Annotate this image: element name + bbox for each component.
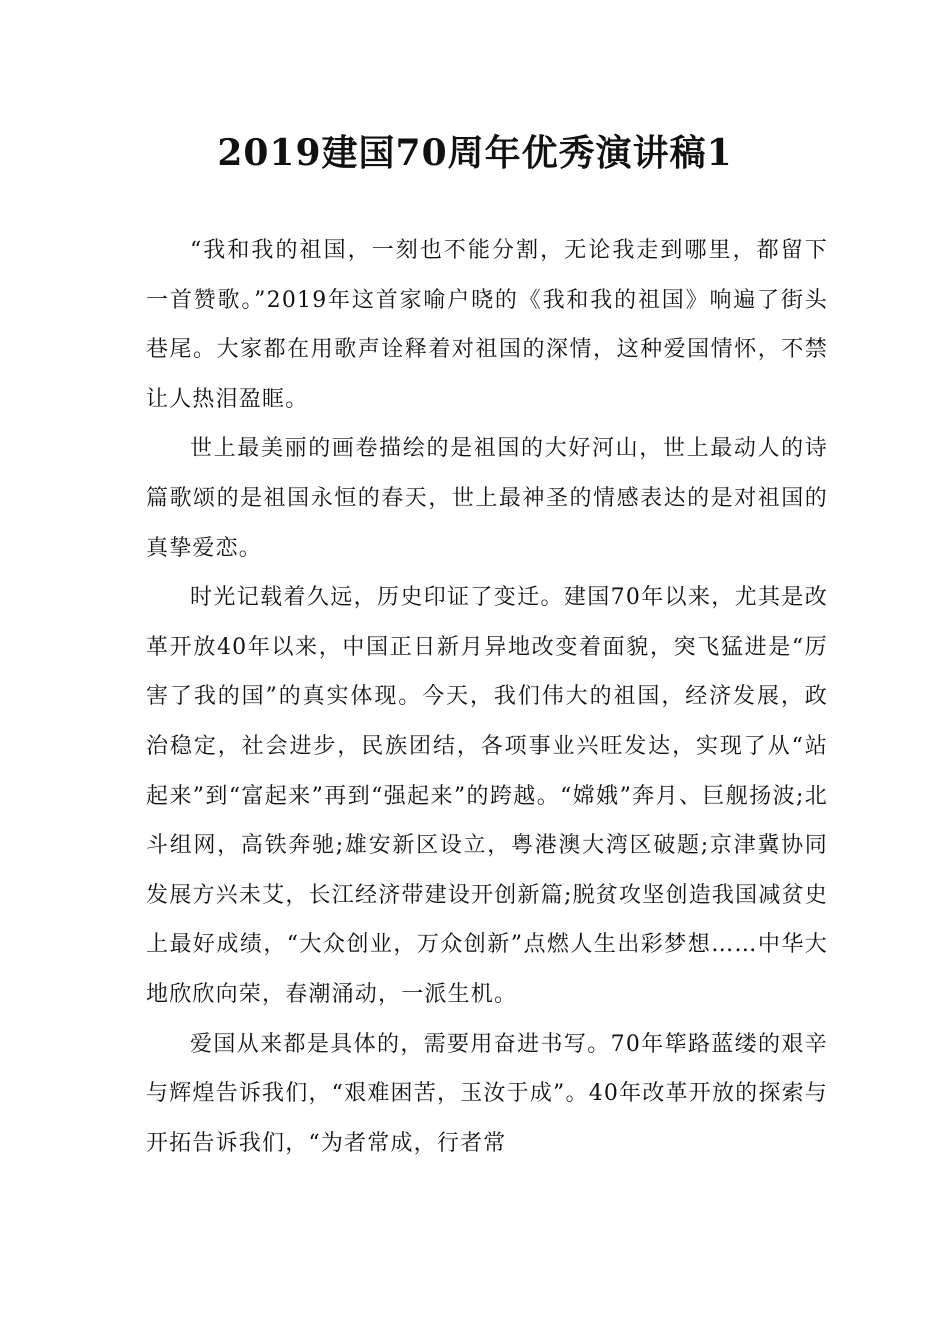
paragraph-4: 爱国从来都是具体的，需要用奋进书写。70年筚路蓝缕的艰辛与辉煌告诉我们，“艰难困苦，玉汝于成”。40年改革开放的探索与开拓告诉我们，“为者常成，行者常 xyxy=(146,1031,828,1156)
paragraph-2: 世上最美丽的画卷描绘的是祖国的大好河山，世上最动人的诗篇歌颂的是祖国永恒的春天，世上最神圣的情感表达的是对祖国的真挚爱恋。 xyxy=(146,436,828,561)
paragraph-3: 时光记载着久远，历史印证了变迁。建国70年以来，尤其是改革开放40年以来，中国正日新月异地改变着面貌，突飞猛进是“厉害了我的国”的真实体现。今天，我们伟大的祖国，经济发展，政治稳定，社会进步，民族团结，各项事业兴旺发达，实现了从“站起来”到“富起来”再到“强起来”的跨越。“嫦娥”奔月、巨舰扬波;北斗组网，高铁奔驰;雄安新区设立，粤港澳大湾区破题;京津冀协同发展方兴未艾，长江经济带建设开创新篇;脱贫攻坚创造我国减贫史上最好成绩，“大众创业，万众创新”点燃人生出彩梦想……中华大地欣欣向荣，春潮涌动，一派生机。 xyxy=(146,585,828,1007)
document-body xyxy=(146,226,828,1168)
document-title: 2019建国70周年优秀演讲稿1 xyxy=(217,132,733,174)
paragraph-1: “我和我的祖国，一刻也不能分割，无论我走到哪里，都留下一首赞歌。”2019年这首家喻户晓的《我和我的祖国》响遍了街头巷尾。大家都在用歌声诠释着对祖国的深情，这种爱国情怀，不禁让人热泪盈眶。 xyxy=(146,238,828,412)
